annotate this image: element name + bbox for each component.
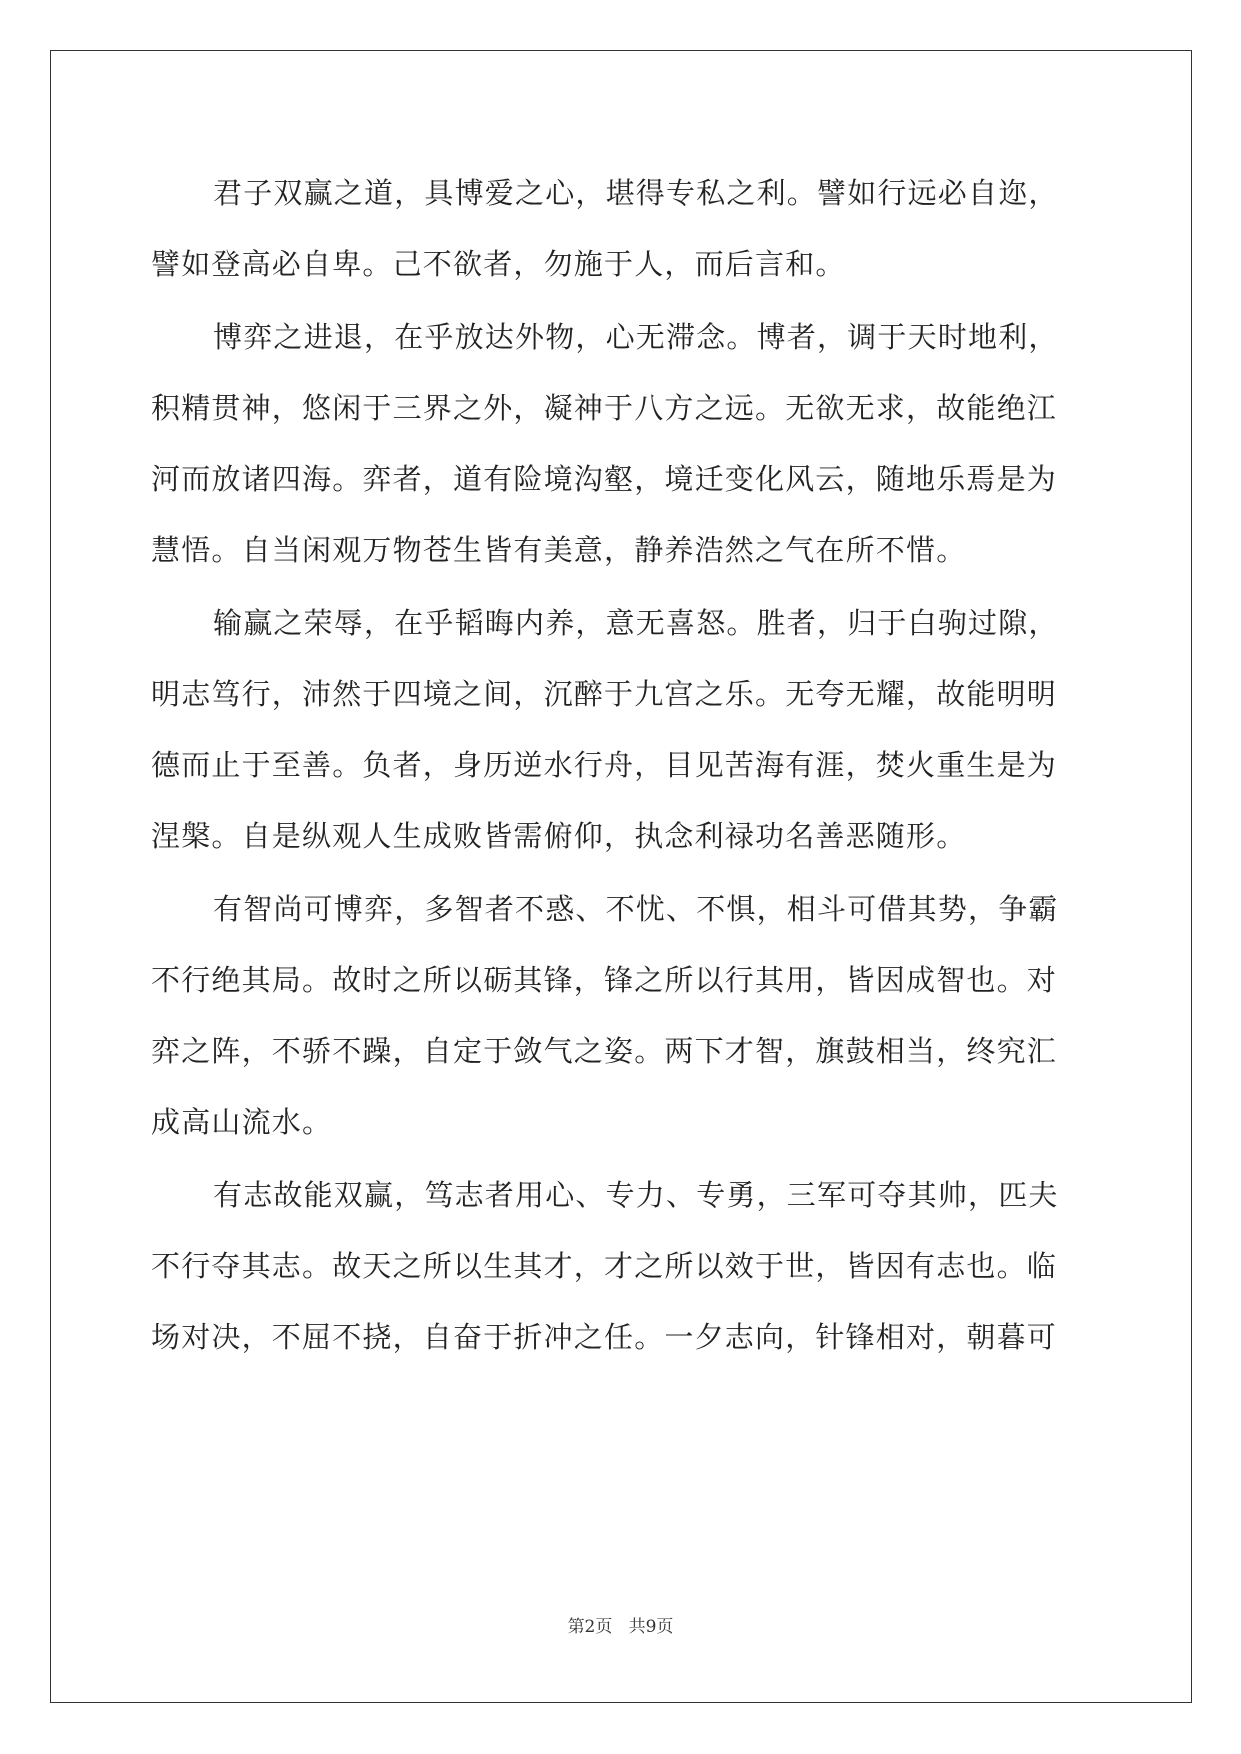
text-line: 场对决，不屈不挠，自奋于折冲之任。一夕志向，针锋相对，朝暮可 (151, 1320, 1058, 1354)
text-line: 君子双赢之道，具博爱之心，堪得专私之利。譬如行远必自迩， (213, 176, 1059, 210)
paragraph-3 (151, 588, 1093, 872)
text-line: 输赢之荣辱，在乎韬晦内养，意无喜怒。胜者，归于白驹过隙， (213, 606, 1059, 640)
text-line: 不行绝其局。故时之所以砺其锋，锋之所以行其用，皆因成智也。对 (151, 963, 1058, 997)
text-line: 涅槃。自是纵观人生成败皆需俯仰，执念利禄功名善恶随形。 (151, 819, 967, 853)
text-line: 明志笃行，沛然于四境之间，沉醉于九宫之乐。无夸无耀，故能明明 (151, 677, 1058, 711)
page-total: 共9页 (628, 1617, 674, 1637)
text-line: 德而止于至善。负者，身历逆水行舟，目见苦海有涯，焚火重生是为 (151, 748, 1058, 782)
text-line: 慧悟。自当闲观万物苍生皆有美意，静养浩然之气在所不惜。 (151, 533, 967, 567)
text-line: 譬如登高必自卑。己不欲者，勿施于人，而后言和。 (151, 247, 846, 281)
text-line: 有智尚可博弈，多智者不惑、不忧、不惧，相斗可借其势，争霸 (213, 892, 1059, 926)
text-line: 河而放诸四海。弈者，道有险境沟壑，境迁变化风云，随地乐焉是为 (151, 462, 1058, 496)
paragraph-5 (151, 1160, 1093, 1373)
document-body (151, 158, 1093, 1375)
text-line: 不行夺其志。故天之所以生其才，才之所以效于世，皆因有志也。临 (151, 1249, 1058, 1283)
text-line: 有志故能双赢，笃志者用心、专力、专勇，三军可夺其帅，匹夫 (213, 1178, 1059, 1212)
text-line: 积精贯神，悠闲于三界之外，凝神于八方之远。无欲无求，故能绝江 (151, 391, 1058, 425)
page-number: 第2页 (567, 1617, 613, 1637)
text-line: 博弈之进退，在乎放达外物，心无滞念。博者，调于天时地利， (213, 320, 1059, 354)
text-line: 弈之阵，不骄不躁，自定于敛气之姿。两下才智，旗鼓相当，终究汇 (151, 1034, 1058, 1068)
paragraph-1 (151, 158, 1093, 300)
paragraph-2 (151, 302, 1093, 586)
paragraph-4 (151, 874, 1093, 1158)
page-footer (0, 1612, 1241, 1637)
text-line: 成高山流水。 (151, 1105, 333, 1139)
